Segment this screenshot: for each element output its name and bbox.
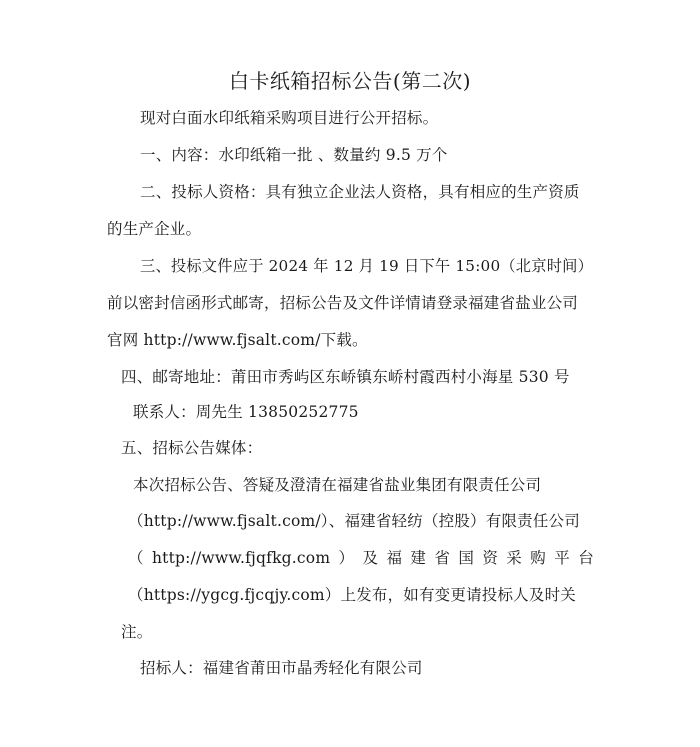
media-line3-part: 购 [530, 549, 546, 567]
item-content: 一、内容：水印纸箱一批 、数量约 9.5 万个 [140, 146, 448, 164]
media-paragraph-line4: （https://ygcg.fjcqjy.com）上发布，如有变更请投标人及时关 [128, 586, 576, 604]
media-line3-part: 平 [554, 549, 570, 567]
item-qualification-line2: 的生产企业。 [107, 220, 202, 238]
media-line3-part: 及 [362, 549, 379, 567]
item-deadline-line2: 前以密封信函形式邮寄，招标公告及文件详情请登录福建省盐业公司 [107, 294, 579, 312]
item-qualification-line1: 二、投标人资格：具有独立企业法人资格，具有相应的生产资质 [140, 183, 580, 201]
media-line3-part: 福 [386, 549, 403, 567]
media-line3-part: 建 [410, 549, 427, 567]
media-paragraph-line3 [128, 548, 594, 568]
media-line3-part: ） [338, 549, 355, 567]
tenderer-signature: 招标人：福建省莆田市晶秀轻化有限公司 [140, 659, 423, 677]
media-line3-url: http://www.fjqfkg.com [151, 549, 331, 567]
item-address: 四、邮寄地址：莆田市秀屿区东峤镇东峤村霞西村小海星 530 号 [121, 368, 570, 386]
item-deadline-line1: 三、投标文件应于 2024 年 12 月 19 日下午 15:00（北京时间） [140, 257, 594, 275]
item-media-heading: 五、招标公告媒体： [121, 439, 263, 457]
document-title: 白卡纸箱招标公告(第二次) [228, 69, 472, 93]
media-line3-part: 采 [506, 549, 522, 567]
contact-person: 联系人：周先生 13850252775 [133, 403, 359, 421]
item-deadline-line3: 官网 http://www.fjsalt.com/下载。 [107, 331, 368, 349]
media-line3-part: 资 [482, 549, 499, 567]
media-line3-part: 国 [458, 549, 475, 567]
media-paragraph-line2: （http://www.fjsalt.com/）、福建省轻纺（控股）有限责任公司 [128, 512, 580, 530]
media-line3-part: 省 [434, 549, 451, 567]
media-paragraph-line1: 本次招标公告、答疑及澄清在福建省盐业集团有限责任公司 [133, 476, 542, 494]
media-line3-part: 台 [578, 549, 594, 567]
media-line3-part: （ [128, 549, 144, 567]
media-paragraph-line5: 注。 [121, 623, 153, 641]
intro-paragraph: 现对白面水印纸箱采购项目进行公开招标。 [140, 109, 439, 127]
